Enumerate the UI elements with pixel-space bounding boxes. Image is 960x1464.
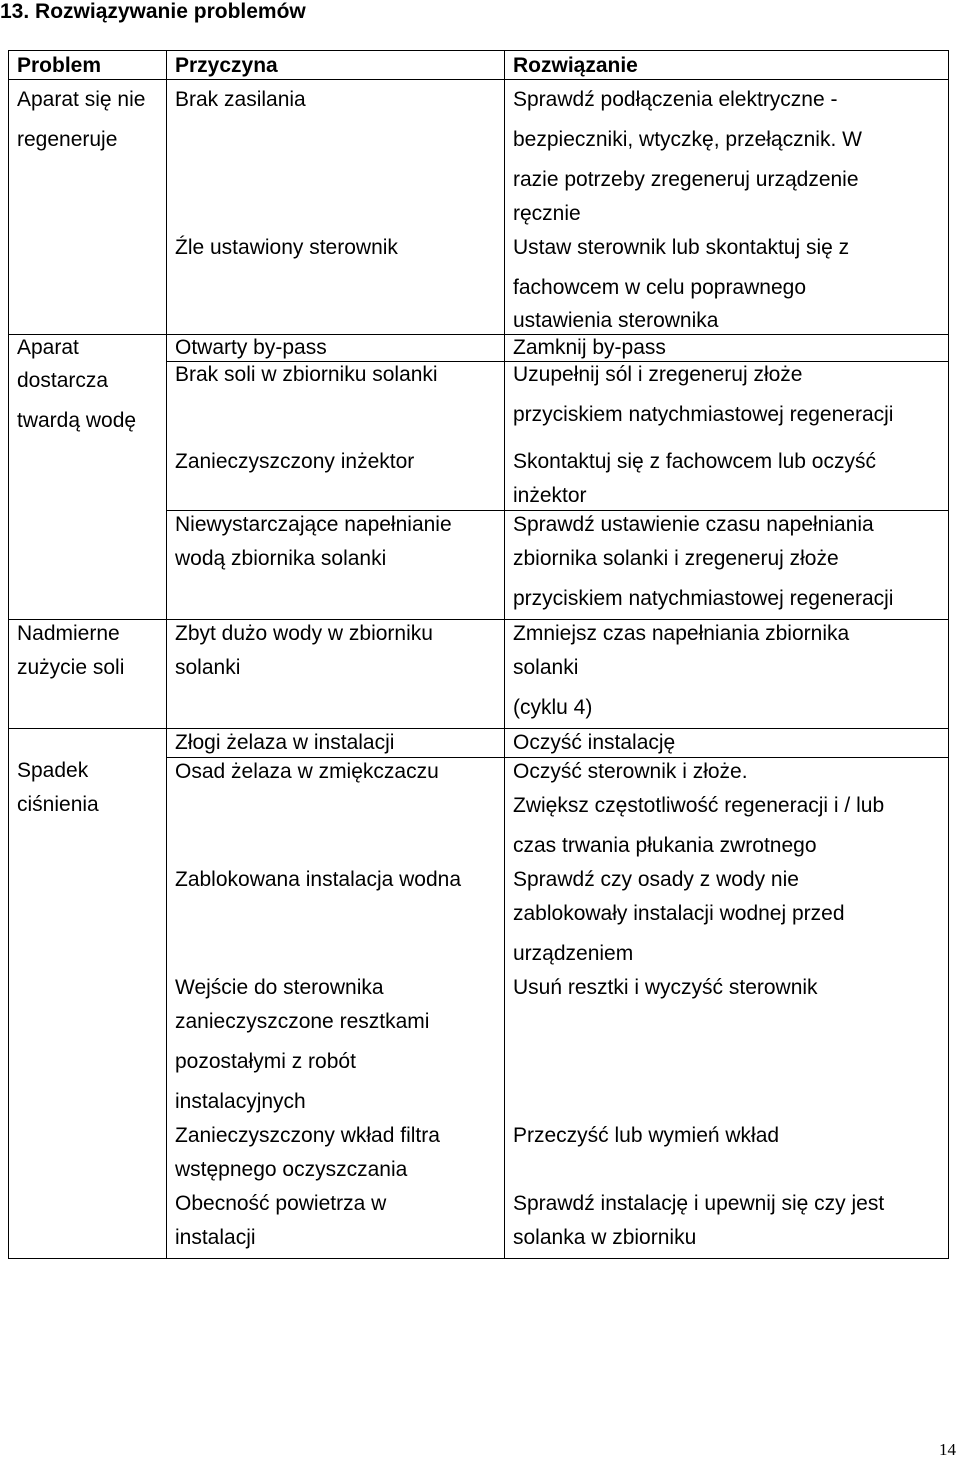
cause-line: wstępnego oczyszczania: [175, 1158, 408, 1181]
table-row: [9, 80, 949, 229]
solution-line: inżektor: [513, 484, 587, 507]
cause-line: solanki: [175, 656, 241, 679]
cause-cell: [167, 1122, 505, 1190]
table-row: [9, 729, 949, 758]
problem-cell: [9, 620, 167, 729]
cause-cell: [167, 442, 505, 511]
solution-cell: [505, 228, 949, 335]
solution-line: fachowcem w celu poprawnego: [513, 276, 806, 299]
solution-line: czas trwania płukania zwrotnego: [513, 834, 817, 857]
cause-line: Zanieczyszczony inżektor: [175, 450, 415, 473]
problem-line: dostarcza: [17, 369, 109, 392]
cause-line: Brak zasilania: [175, 88, 306, 111]
table-row: [9, 620, 949, 729]
problem-line: ciśnienia: [17, 793, 99, 816]
cause-line: Wejście do sterownika: [175, 976, 384, 999]
problem-cell: [9, 80, 167, 335]
solution-line: zbiornika solanki i zregeneruj złoże: [513, 547, 839, 570]
solution-cell: [505, 80, 949, 229]
solution-cell: [505, 620, 949, 729]
cause-line: instalacyjnych: [175, 1090, 306, 1113]
solution-line: Przeczyść lub wymień wkład: [513, 1124, 780, 1147]
problem-line: Aparat: [17, 336, 79, 359]
cause-cell: [167, 729, 505, 758]
cause-line: Osad żelaza w zmiękczaczu: [175, 760, 439, 783]
solution-cell: [505, 758, 949, 867]
solution-line: Uzupełnij sól i zregeneruj złoże: [513, 363, 803, 386]
problem-cell: [9, 729, 167, 1259]
cause-cell: [167, 80, 505, 229]
solution-line: Sprawdź czy osady z wody nie: [513, 868, 799, 891]
solution-cell: [505, 511, 949, 620]
solution-line: Ustaw sterownik lub skontaktuj się z: [513, 236, 850, 259]
solution-line: razie potrzeby zregeneruj urządzenie: [513, 168, 859, 191]
page-number: 14: [939, 1440, 956, 1459]
solution-cell: [505, 866, 949, 974]
cause-line: pozostałymi z robót: [175, 1050, 356, 1073]
solution-line: Sprawdź podłączenia elektryczne -: [513, 88, 838, 111]
cause-line: Zablokowana instalacja wodna: [175, 868, 462, 891]
problem-line: zużycie soli: [17, 656, 125, 679]
problem-line: Aparat się nie: [17, 88, 146, 111]
table-row: [9, 335, 949, 362]
problem-line: Spadek: [17, 759, 89, 782]
table-header-row: [9, 51, 949, 80]
solution-cell: [505, 729, 949, 758]
solution-line: solanka w zbiorniku: [513, 1226, 697, 1249]
solution-cell: [505, 335, 949, 362]
cause-cell: [167, 335, 505, 362]
solution-line: Zmniejsz czas napełniania zbiornika: [513, 622, 850, 645]
solution-line: (cyklu 4): [513, 696, 593, 719]
solution-line: Zwiększ częstotliwość regeneracji i / lub: [513, 794, 885, 817]
cause-cell: [167, 866, 505, 974]
solution-line: Oczyść sterownik i złoże.: [513, 760, 748, 783]
solution-cell: [505, 974, 949, 1122]
troubleshooting-table: [8, 50, 949, 1259]
cause-line: wodą zbiornika solanki: [175, 547, 387, 570]
solution-line: urządzeniem: [513, 942, 634, 965]
problem-cell: [9, 335, 167, 620]
solution-line: Skontaktuj się z fachowcem lub oczyść: [513, 450, 876, 473]
solution-line: Sprawdź instalację i upewnij się czy jest: [513, 1192, 885, 1215]
problem-line: regeneruje: [17, 128, 118, 151]
cause-line: Brak soli w zbiorniku solanki: [175, 363, 438, 386]
solution-line: Oczyść instalację: [513, 731, 676, 754]
cause-line: Złogi żelaza w instalacji: [175, 731, 395, 754]
cause-line: Obecność powietrza w: [175, 1192, 387, 1215]
solution-line: Zamknij by-pass: [513, 336, 666, 359]
solution-cell: [505, 362, 949, 443]
solution-line: solanki: [513, 656, 579, 679]
cause-cell: [167, 228, 505, 335]
solution-line: ustawienia sterownika: [513, 309, 719, 332]
solution-line: zablokowały instalacji wodnej przed: [513, 902, 845, 925]
column-header-cause: Przyczyna: [167, 51, 505, 80]
problem-line: twardą wodę: [17, 409, 137, 432]
cause-cell: [167, 758, 505, 867]
cause-line: Zbyt dużo wody w zbiorniku: [175, 622, 433, 645]
solution-line: przyciskiem natychmiastowej regeneracji: [513, 587, 894, 610]
solution-line: przyciskiem natychmiastowej regeneracji: [513, 403, 894, 426]
cause-line: Otwarty by-pass: [175, 336, 327, 359]
cause-line: Niewystarczające napełnianie: [175, 513, 452, 536]
problem-line: Nadmierne: [17, 622, 120, 645]
cause-cell: [167, 511, 505, 620]
solution-cell: [505, 1190, 949, 1259]
cause-line: Zanieczyszczony wkład filtra: [175, 1124, 440, 1147]
cause-line: instalacji: [175, 1226, 256, 1249]
cause-cell: [167, 620, 505, 729]
solution-cell: [505, 442, 949, 511]
cause-cell: [167, 362, 505, 443]
column-header-problem: Problem: [9, 51, 167, 80]
solution-line: Usuń resztki i wyczyść sterownik: [513, 976, 818, 999]
solution-line: bezpieczniki, wtyczkę, przełącznik. W: [513, 128, 862, 151]
column-header-solution: Rozwiązanie: [505, 51, 949, 80]
cause-line: zanieczyszczone resztkami: [175, 1010, 430, 1033]
cause-cell: [167, 974, 505, 1122]
table-body: [9, 80, 949, 1259]
section-heading: 13. Rozwiązywanie problemów: [0, 0, 306, 23]
cause-cell: [167, 1190, 505, 1259]
solution-cell: [505, 1122, 949, 1190]
solution-line: Sprawdź ustawienie czasu napełniania: [513, 513, 874, 536]
cause-line: Źle ustawiony sterownik: [175, 236, 398, 259]
solution-line: ręcznie: [513, 202, 581, 225]
